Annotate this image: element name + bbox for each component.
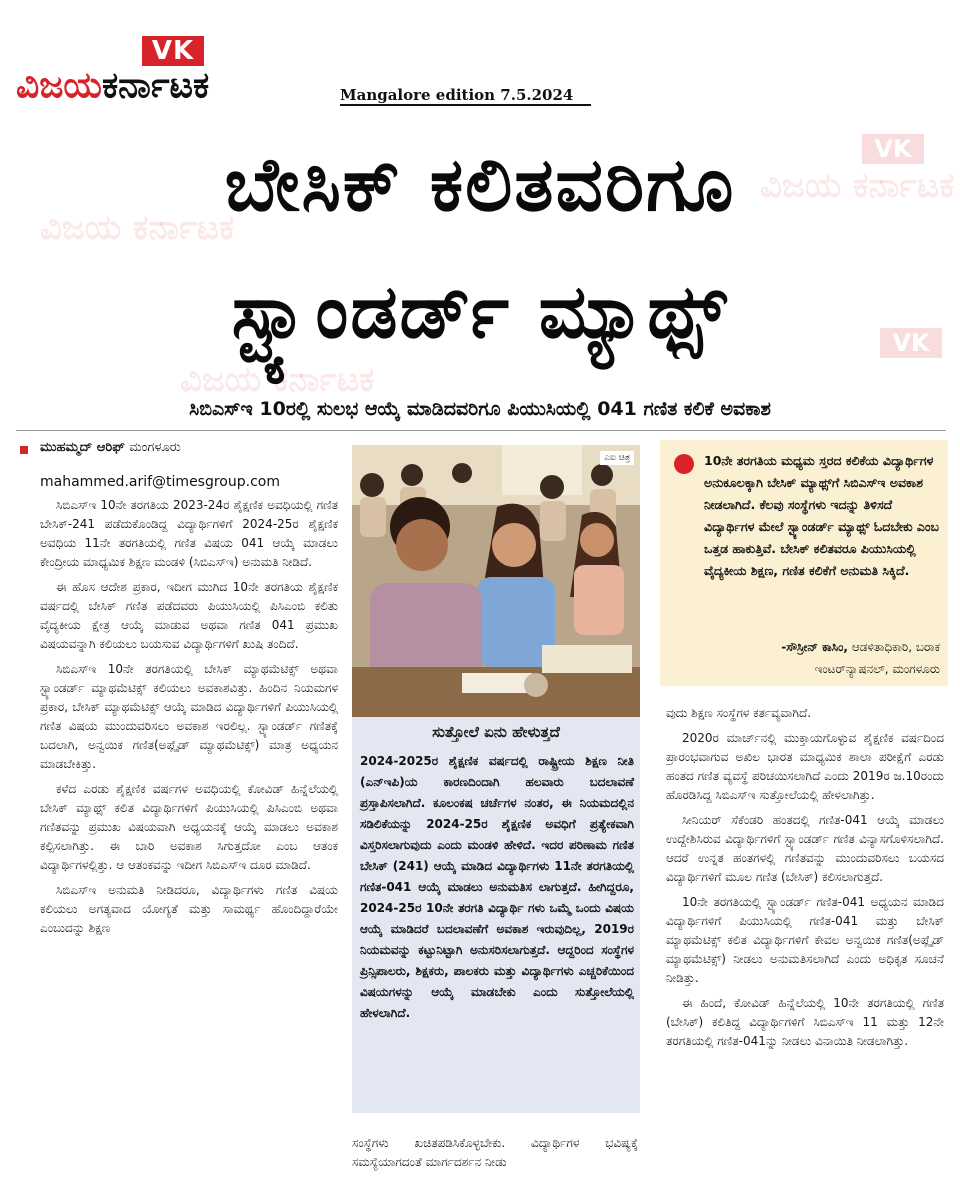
byline [40, 440, 181, 455]
edition-date: Mangalore edition 7.5.2024 [340, 86, 591, 106]
paragraph: ಸೀನಿಯರ್ ಸೆಕೆಂಡರಿ ಹಂತದಲ್ಲಿ ಗಣಿತ-041 ಆಯ್ಕೆ ಮಾಡಲು ಉದ್ದೇಶಿಸಿರುವ ವಿದ್ಯಾರ್ಥಿಗಳಿಗೆ ಸ್ಟ್ಯಾಂಡರ್ಡ್ ಗಣಿತ ವಿನ್ಯಾಸಗೊಳಿಸಲಾಗಿದೆ. ಆದರೆ ಉನ್ನತ ಹಂತಗಳಲ್ಲಿ ಗಣಿತವನ್ನು ಮುಂದುವರಿಸಲು ಬಯಸದ ವಿದ್ಯಾರ್ಥಿಗಳಿಗೆ ಮೂಲ ಗಣಿತ (ಬೇಸಿಕ್) ಕಲಿಸಲಾಗುತ್ತದೆ. [666, 813, 944, 884]
paragraph: ಸಂಸ್ಥೆಗಳು ಖಚಿತಪಡಿಸಿಕೊಳ್ಳಬೇಕು. ವಿದ್ಯಾರ್ಥಿಗಳ ಭವಿಷ್ಯಕ್ಕೆ ಸಮಸ್ಯೆಯಾಗದಂತೆ ಮಾರ್ಗದರ್ಶನ ನೀಡು [352, 1136, 638, 1169]
box-title: ಸುತ್ತೋಲೆ ಏನು ಹೇಳುತ್ತದೆ [432, 723, 560, 741]
article-column-middle [352, 1134, 638, 1200]
byline-bullet-icon [20, 446, 28, 454]
paragraph: ಕಳೆದ ಎರಡು ಶೈಕ್ಷಣಿಕ ವರ್ಷಗಳ ಅವಧಿಯಲ್ಲಿ ಕೋವಿಡ್ ಹಿನ್ನೆಲೆಯಲ್ಲಿ ಬೇಸಿಕ್ ಮ್ಯಾಥ್ಸ್ ಕಲಿತ ವಿದ್ಯಾರ್ಥಿಗಳಿಗೆ ಪಿಯುಸಿಯಲ್ಲಿ ಪಿಸಿಎಂಬಿ ಅಥವಾ ಗಣಿತವನ್ನು ಪ್ರಮುಖ ವಿಷಯವಾಗಿ ಅಧ್ಯಯನಕ್ಕೆ ಆಯ್ಕೆ ಮಾಡಲು ಅವಕಾಶ ಕಲ್ಪಿಸಲಾಗಿತ್ತು. ಈ ಬಾರಿ ಅವಕಾಶ ಸಿಗುತ್ತದೋ ಎಂಬ ಆತಂಕ ವಿದ್ಯಾರ್ಥಿಗಳಲ್ಲಿತ್ತು. ಆ ಆತಂಕವನ್ನು ಇದೀಗ ಸಿಬಿಎಸ್‌ಇ ದೂರ ಮಾಡಿದೆ. [40, 782, 338, 872]
watermark-badge: VK [880, 328, 942, 358]
byline-place: ಮಂಗಳೂರು [129, 440, 181, 455]
paragraph: ಈ ಹೊಸ ಆದೇಶ ಪ್ರಕಾರ, ಇದೀಗ ಮುಗಿದ 10ನೇ ತರಗತಿಯ ಶೈಕ್ಷಣಿಕ ವರ್ಷದಲ್ಲಿ ಬೇಸಿಕ್ ಗಣಿತ ಪಡೆದವರು ಪಿಯುಸಿಯಲ್ಲಿ ಪಿಸಿಎಂಬಿ ಕಲಿತು ವೈದ್ಯಕೀಯ ಕ್ಷೇತ್ರ ಆಯ್ಕೆ ಮಾಡುವ ಅಥವಾ ಗಣಿತ 041 ಪ್ರಮುಖ ವಿಷಯವನ್ನಾಗಿ ಕಲಿಯಲು ಬಯಸುವ ವಿದ್ಯಾರ್ಥಿಗಳಿಗೆ ಖುಷಿ ತಂದಿದೆ. [40, 580, 338, 651]
watermark-badge: VK [862, 134, 924, 164]
article-column-left [40, 496, 338, 1196]
paragraph: ಸಿಬಿಎಸ್‌ಇ 10ನೇ ತರಗತಿಯ 2023-24ರ ಶೈಕ್ಷಣಿಕ ಅವಧಿಯಲ್ಲಿ ಗಣಿತ ಬೇಸಿಕ್-241 ಪಡೆದುಕೊಂಡಿದ್ದ ವಿದ್ಯಾರ್ಥಿಗಳಿಗೆ 2024-25ರ ಶೈಕ್ಷಣಿಕ ಅವಧಿಯ 11ನೇ ತರಗತಿಯಲ್ಲಿ ಗಣಿತ ವಿಷಯ 041 ಆಯ್ಕೆ ಮಾಡಲು ಕೇಂದ್ರೀಯ ಮಾಧ್ಯಮಿಕ ಶಿಕ್ಷಣ ಮಂಡಳಿ (ಸಿಬಿಎಸ್‌ಇ) ಅನುಮತಿ ನೀಡಿದೆ. [40, 498, 338, 569]
headline-line-2: ಸ್ಟ್ಯಾಂಡರ್ಡ್ ಮ್ಯಾಥ್ಸ್ [231, 269, 729, 355]
paragraph: ಸಿಬಿಎಸ್‌ಇ 10ನೇ ತರಗತಿಯಲ್ಲಿ ಬೇಸಿಕ್ ಮ್ಯಾಥಮೆಟಿಕ್ಸ್ ಅಥವಾ ಸ್ಟ್ಯಾಂಡರ್ಡ್ ಮ್ಯಾಥಮೆಟಿಕ್ಸ್ ಕಲಿಯಲು ಅವಕಾಶವಿತ್ತು. ಹಿಂದಿನ ನಿಯಮಗಳ ಪ್ರಕಾರ, ಬೇಸಿಕ್ ಮ್ಯಾಥಮೆಟಿಕ್ಸ್ ಆಯ್ಕೆ ಮಾಡಿದ ವಿದ್ಯಾರ್ಥಿಗಳಿಗೆ ಪಿಯುಸಿಯಲ್ಲಿ ಗಣಿತ ವಿಷಯ ಮುಂದುವರಿಸಲು ಅವಕಾಶ ಇರಲಿಲ್ಲ. ಸ್ಟ್ಯಾಂಡರ್ಡ್ ಗಣಿತಕ್ಕೆ ಬದಲಾಗಿ, ಅನ್ವಯಿಕ ಗಣಿತ(ಅಪ್ಲೈಡ್ ಮ್ಯಾಥಮೆಟಿಕ್ಸ್) ಮಾತ್ರ ಅಧ್ಯಯನ ಮಾಡಬೇಕಿತ್ತು. [40, 662, 338, 771]
logo-part-2: ಕರ್ನಾಟಕ [101, 65, 210, 106]
watermark-logo: ವಿಜಯ ಕರ್ನಾಟಕ [760, 166, 955, 206]
headline-line-1: ಬೇಸಿಕ್ ಕಲಿತವರಿಗೂ [224, 142, 736, 228]
photo-label: ಎಐ ಚಿತ್ರ [600, 451, 634, 465]
watermark-logo: ವಿಜಯ ಕರ್ನಾಟಕ [40, 208, 235, 248]
article-photo [352, 445, 640, 717]
quote-author: -ಸೌಸ್ರೀನ್ ಕಾಸಿಂ, [781, 640, 848, 654]
box-text: 2024-2025ರ ಶೈಕ್ಷಣಿಕ ವರ್ಷದಲ್ಲಿ ರಾಷ್ಟ್ರೀಯ ಶಿಕ್ಷಣ ನೀತಿ (ಎನ್‌ಇಪಿ)ಯ ಕಾರಣದಿಂದಾಗಿ ಹಲವಾರು ಬದಲಾವಣೆ ಪ್ರಸ್ತಾಪಿಸಲಾಗಿದೆ. ಕೂಲಂಕಷ ಚರ್ಚೆಗಳ ನಂತರ, ಈ ನಿಯಮದಲ್ಲಿನ ಸಡಿಲಿಕೆಯನ್ನು 2024-25ರ ಶೈಕ್ಷಣಿಕ ಅವಧಿಗೆ ಪ್ರತ್ಯೇಕವಾಗಿ ವಿಸ್ತರಿಸಲಾಗುವುದು ಎಂದು ಮಂಡಳಿ ಹೇಳಿದೆ. ಇದರ ಪರಿಣಾಮ ಗಣಿತ ಬೇಸಿಕ್ (241) ಆಯ್ಕೆ ಮಾಡಿದ ವಿದ್ಯಾರ್ಥಿಗಳು 11ನೇ ತರಗತಿಯಲ್ಲಿ ಗಣಿತ-041 ಆಯ್ಕೆ ಮಾಡಲು ಅನುಮತಿಸ ಲಾಗುತ್ತದೆ. ಹೀಗಿದ್ದರೂ, 2024-25ರ 10ನೇ ತರಗತಿ ವಿದ್ಯಾರ್ಥಿ ಗಳು ಒಮ್ಮೆ ಒಂದು ವಿಷಯ ಆಯ್ಕೆ ಮಾಡಿದರೆ ಬದಲಾವಣೆಗೆ ಅವಕಾಶ ಇರುವುದಿಲ್ಲ, 2019ರ ನಿಯಮವನ್ನು ಕಟ್ಟುನಿಟ್ಟಾಗಿ ಅನುಸರಿಸಲಾಗುತ್ತದೆ. ಆದ್ದರಿಂದ ಸಂಸ್ಥೆಗಳ ಪ್ರಿನ್ಸಿಪಾಲರು, ಶಿಕ್ಷಕರು, ಪಾಲಕರು ಮತ್ತು ವಿದ್ಯಾರ್ಥಿಗಳು ಎಚ್ಚರಿಕೆಯಿಂದ ವಿಷಯಗಳನ್ನು ಆಯ್ಕೆ ಮಾಡಬೇಕು ಎಂದು ಸುತ್ತೋಲೆಯಲ್ಲಿ ಹೇಳಲಾಗಿದೆ. [360, 754, 634, 1020]
newspaper-logo [16, 64, 209, 108]
paragraph: ಸಿಬಿಎಸ್‌ಇ ಅನುಮತಿ ನೀಡಿದರೂ, ವಿದ್ಯಾರ್ಥಿಗಳು ಗಣಿತ ವಿಷಯ ಕಲಿಯಲು ಅಗತ್ಯವಾದ ಯೋಗ್ಯತೆ ಮತ್ತು ಸಾಮರ್ಥ್ಯ ಹೊಂದಿದ್ದಾರೆಯೇ ಎಂಬುದನ್ನು ಶಿಕ್ಷಣ [40, 883, 338, 935]
divider [16, 430, 946, 431]
classroom-illustration [352, 445, 640, 717]
logo-part-1: ವಿಜಯ [16, 65, 102, 106]
paragraph: ವುದು ಶಿಕ್ಷಣ ಸಂಸ್ಥೆಗಳ ಕರ್ತವ್ಯವಾಗಿದೆ. [666, 706, 812, 720]
author-name: ಮುಹಮ್ಮದ್ ಆರಿಫ್ [40, 440, 125, 455]
paragraph: 2020ರ ಮಾರ್ಚ್‌ನಲ್ಲಿ ಮುಕ್ತಾಯಗೊಳ್ಳುವ ಶೈಕ್ಷಣಿಕ ವರ್ಷದಿಂದ ಪ್ರಾರಂಭವಾಗುವ ಅಖಿಲ ಭಾರತ ಮಾಧ್ಯಮಿಕ ಶಾಲಾ ಪರೀಕ್ಷೆಗೆ ಎರಡು ಹಂತದ ಗಣಿತ ವ್ಯವಸ್ಥೆ ಪರಿಚಯಿಸಲಾಗಿದೆ ಎಂದು 2019ರ ಜ.10ರಂದು ಹೊರಡಿಸಿದ್ದ ಸಿಬಿಎಸ್‌ಇ ಸುತ್ತೋಲೆಯಲ್ಲಿ ಹೇಳಲಾಗಿತ್ತು. [666, 731, 944, 802]
quote-box [660, 440, 948, 686]
author-email[interactable]: mahammed.arif@timesgroup.com [40, 474, 280, 490]
paragraph: 10ನೇ ತರಗತಿಯಲ್ಲಿ ಸ್ಟ್ಯಾಂಡರ್ಡ್ ಗಣಿತ-041 ಅಧ್ಯಯನ ಮಾಡಿದ ವಿದ್ಯಾರ್ಥಿಗಳಿಗೆ ಪಿಯುಸಿಯಲ್ಲಿ ಗಣಿತ-041 ಮತ್ತು ಬೇಸಿಕ್ ಮ್ಯಾಥಮೆಟಿಕ್ಸ್ ಕಲಿತ ವಿದ್ಯಾರ್ಥಿಗಳಿಗೆ ಕೇವಲ ಅನ್ವಯಿಕ ಗಣಿತ(ಅಪ್ಲೈಡ್ ಮ್ಯಾಥಮೆಟಿಕ್ಸ್) ನೀಡಲು ಅನುಮತಿಸಲಾಗಿದೆ ಎಂದು ಅಧಿಕೃತ ಸೂಚನೆ ನೀಡಿತ್ತು. [666, 895, 944, 985]
watermark-logo: ವಿಜಯ ಕರ್ನಾಟಕ [180, 360, 375, 400]
circular-info-box [352, 717, 640, 1113]
subheadline: ಸಿಬಿಎಸ್‌ಇ 10ರಲ್ಲಿ ಸುಲಭ ಆಯ್ಕೆ ಮಾಡಿದವರಿಗೂ ಪಿಯುಸಿಯಲ್ಲಿ 041 ಗಣಿತ ಕಲಿಕೆ ಅವಕಾಶ [189, 398, 771, 420]
quote-text: 10ನೇ ತರಗತಿಯ ಮಧ್ಯಮ ಸ್ತರದ ಕಲಿಕೆಯ ವಿದ್ಯಾರ್ಥಿಗಳ ಅನುಕೂಲಕ್ಕಾಗಿ ಬೇಸಿಕ್ ಮ್ಯಾಥ್ಸ್‌ಗೆ ಸಿಬಿಎಸ್‌ಇ ಅವಕಾಶ ನೀಡಲಾಗಿದೆ. ಕೆಲವು ಸಂಸ್ಥೆಗಳು ಇದನ್ನು ತಿಳಿಸದೆ ವಿದ್ಯಾರ್ಥಿಗಳ ಮೇಲೆ ಸ್ಟ್ಯಾಂಡರ್ಡ್ ಮ್ಯಾಥ್ಸ್ ಓದಬೇಕು ಎಂಬ ಒತ್ತಡ ಹಾಕುತ್ತಿವೆ. ಬೇಸಿಕ್ ಕಲಿತವರೂ ಪಿಯುಸಿಯಲ್ಲಿ ವೈದ್ಯಕೀಯ ಶಿಕ್ಷಣ, ಗಣಿತ ಕಲಿಕೆಗೆ ಅನುಮತಿ ಸಿಕ್ಕಿದೆ. [704, 453, 939, 578]
vk-logo-badge: VK [142, 36, 204, 66]
paragraph: ಈ ಹಿಂದೆ, ಕೋವಿಡ್ ಹಿನ್ನೆಲೆಯಲ್ಲಿ 10ನೇ ತರಗತಿಯಲ್ಲಿ ಗಣಿತ (ಬೇಸಿಕ್) ಕಲಿತಿದ್ದ ವಿದ್ಯಾರ್ಥಿಗಳಿಗೆ ಸಿಬಿಎಸ್‌ಇ 11 ಮತ್ತು 12ನೇ ತರಗತಿಯಲ್ಲಿ ಗಣಿತ-041ನ್ನು ನೀಡಲು ವಿನಾಯಿತಿ ನೀಡಲಾಗಿತ್ತು. [666, 996, 944, 1048]
article-column-right [666, 704, 944, 1198]
quote-bullet-icon [674, 454, 694, 474]
quote-author-role: ಆಡಳಿತಾಧಿಕಾರಿ, ಬರಾಕ ಇಂಟರ್‌ನ್ಯಾಷನಲ್, ಮಂಗಳೂರು [814, 640, 940, 676]
quote-signature [704, 636, 940, 680]
